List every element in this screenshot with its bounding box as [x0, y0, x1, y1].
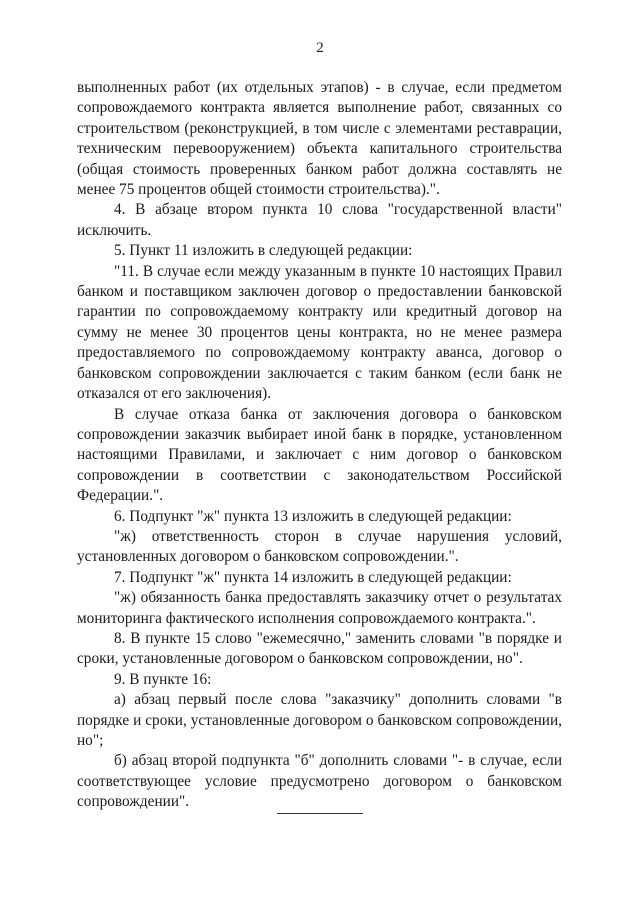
paragraph-clause-11-refusal: В случае отказа банка от заключения договора о банковском сопровождении заказчик выбирает иной банк в порядке, установленном настоящими Правилами, и заключает с ним договор о банковском сопровождении в соответствии с законодательством Российской Федерации.". — [77, 405, 562, 505]
page-number: 2 — [316, 40, 324, 56]
document-body — [77, 78, 562, 813]
paragraph-item-8: 8. В пункте 15 слово "ежемесячно," заменить словами "в порядке и сроки, установленные договором о банковском сопровождении, но". — [77, 629, 562, 668]
paragraph-clause-11: "11. В случае если между указанным в пункте 10 настоящих Правил банком и поставщиком заключен договор о предоставлении банковской гарантии по сопровождаемому контракту или кредитный договор на сумму не менее 30 процентов цены контракта, но не менее размера предоставляемого по сопровождаемому контракту аванса, договор о банковском сопровождении заключается с таким банком (если банк не отказался от его заключения). — [77, 262, 562, 403]
paragraph-item-9-b: б) абзац второй подпункта "б" дополнить словами "- в случае, если соответствующее условие предусмотрено договором о банковском сопровождении". — [77, 752, 562, 811]
paragraph-item-6: 6. Подпункт "ж" пункта 13 изложить в следующей редакции: — [114, 507, 512, 525]
paragraph-item-5: 5. Пункт 11 изложить в следующей редакции: — [114, 242, 413, 260]
paragraph-item-4: 4. В абзаце втором пункта 10 слова "государственной власти" исключить. — [77, 201, 562, 239]
paragraph-item-9: 9. В пункте 16: — [114, 670, 212, 688]
paragraph-subclause-14-zh: "ж) обязанность банка предоставлять заказчику отчет о результатах мониторинга фактического исполнения сопровождаемого контракта.". — [77, 589, 562, 627]
paragraph-continuation: выполненных работ (их отдельных этапов) - в случае, если предметом сопровождаемого контракта является выполнение работ, связанных со строительством (реконструкцией, в том числе с элементами реставрации, техническим перевооружением) объекта капитального строительства (общая стоимость проверенных банком работ должна составлять не менее 75 процентов общей стоимости строительства).". — [77, 79, 562, 199]
paragraph-item-7: 7. Подпункт "ж" пункта 14 изложить в следующей редакции: — [114, 568, 512, 586]
paragraph-item-9-a: а) абзац первый после слова "заказчику" дополнить словами "в порядке и сроки, установленные договором о банковском сопровождении, но"; — [77, 691, 562, 749]
end-separator-line — [277, 813, 363, 814]
paragraph-subclause-13-zh: "ж) ответственность сторон в случае нарушения условий, установленных договором о банковском сопровождении.". — [77, 527, 562, 566]
